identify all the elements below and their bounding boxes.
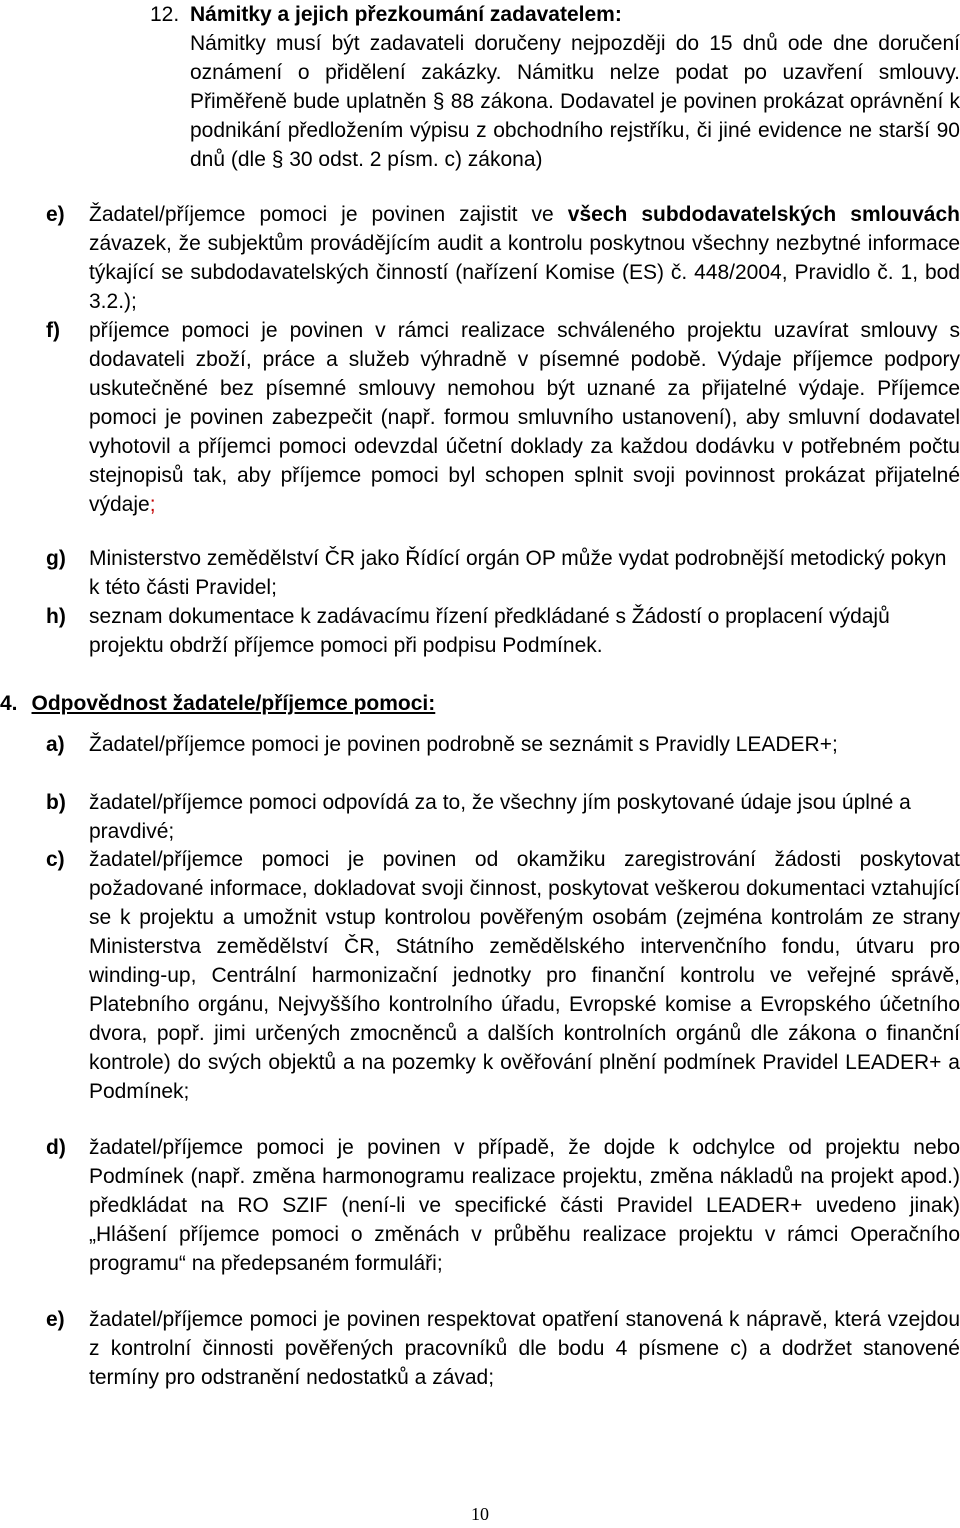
list-marker: a) [46,733,65,756]
list-item-text: Žadatel/příjemce pomoci je povinen podrobně se seznámit s Pravidly LEADER+; [89,733,838,756]
bold-text: všech subdodavatelských smlouvách [567,203,960,226]
list-item-text: žadatel/příjemce pomoci je povinen respektovat opatření stanovená k nápravě, která vzejdou z kontrolní činnosti pověřených pracovníků dle bodu 4 písmene c) a dodržet stanovené termíny pro odstranění nedostatků a závad; [89,1308,960,1389]
list-item-g [46,544,960,602]
list-marker: e) [46,203,65,226]
list-marker: d) [46,1136,66,1159]
list-item-text: žadatel/příjemce pomoci odpovídá za to, že všechny jím poskytované údaje jsou úplné a pravdivé; [89,791,911,843]
list-marker: e) [46,1308,65,1331]
red-semicolon: ; [149,493,156,516]
section-number: 4. [0,692,18,715]
section-heading [0,688,435,720]
list-item-e-2 [46,1305,960,1392]
item-12-body: Námitky musí být zadavateli doručeny nejpozději do 15 dnů ode dne doručení oznámení o přidělení zakázky. Námitku nelze podat po uzavření smlouvy. Přiměřeně bude uplatněn § 88 zákona. Dodavatel je povinen prokázat oprávnění k podnikání předložením výpisu z obchodního rejstříku, či jiné evidence ne starší 90 dnů (dle § 30 odst. 2 písm. c) zákona) [190,32,960,171]
section-title: Odpovědnost žadatele/příjemce pomoci: [31,692,436,715]
list-item-text: seznam dokumentace k zadávacímu řízení předkládané s Žádostí o proplacení výdajů projektu obdrží příjemce pomoci při podpisu Podmínek. [89,605,890,657]
list-marker: f) [46,319,60,342]
list-item-e [46,200,960,316]
item-12-title: Námitky a jejich přezkoumání zadavatelem: [190,3,622,26]
list-item-text: žadatel/příjemce pomoci je povinen od okamžiku zaregistrování žádosti poskytovat požadované informace, dokladovat svoji činnost, poskytovat veškerou dokumentaci vztahující se k projektu a umožnit vstup kontrolou pověřeným osobám (zejména kontrolám ze strany Ministerstva zemědělství ČR, Státního zemědělského intervenčního fondu, útvaru pro winding-up, Centrální harmonizační jednotky pro finanční kontrolu ve veřejné správě, Platebního orgánu, Nejvyššího kontrolního úřadu, Evropské komise a Evropského účetního dvora, popř. jimi určených zmocněnců a dalších kontrolních orgánů dle zákona o finanční kontrole) do svých objektů a na pozemky k ověřování plnění podmínek Pravidel LEADER+ a Podmínek; [89,848,960,1103]
text-segment: příjemce pomoci je povinen v rámci realizace schváleného projektu uzavírat smlouvy s dodavateli zboží, práce a služeb výhradně v písemné podobě. Výdaje příjemce podpory uskutečněné bez písemné smlouvy nemohou být uznané za přijatelné výdaje. Příjemce pomoci je povinen zabezpečit (např. formou smluvního ustanovení), aby smluvní dodavatel vyhotovil a příjemci pomoci odevzdal účetní doklady za každou dodávku v potřebném počtu stejnopisů tak, aby příjemce pomoci byl schopen splnit svoji povinnost prokázat přijatelné výdaje [89,319,960,516]
list-marker: b) [46,791,66,814]
list-marker: g) [46,547,66,570]
list-item-b [46,788,960,846]
list-item-a [46,730,960,759]
list-item-text [89,316,960,519]
page-number: 10 [471,1504,489,1524]
text-segment: Žadatel/příjemce pomoci je povinen zajistit ve [89,203,568,226]
item-12-number: 12. [150,3,180,26]
list-item-c [46,845,960,1106]
list-item-text: žadatel/příjemce pomoci je povinen v případě, že dojde k odchylce od projektu nebo Podmínek (např. změna harmonogramu realizace projektu, změna nákladů na projekt apod.) předkládat na RO SZIF (není-li ve specifické části Pravidel LEADER+ uvedeno jinak) „Hlášení příjemce pomoci o změnách v průběhu realizace projektu v rámci Operačního programu“ na předepsaném formuláři; [89,1136,960,1275]
text-segment: závazek, že subjektům provádějícím audit a kontrolu poskytnou všechny nezbytné informace týkající se subdodavatelských činností (nařízení Komise (ES) č. 448/2004, Pravidlo č. 1, bod 3.2.); [89,232,960,313]
list-marker: h) [46,605,66,628]
list-item-f [46,316,960,519]
list-item-h [46,602,960,660]
list-item-d [46,1133,960,1278]
list-item-text: Ministerstvo zemědělství ČR jako Řídící orgán OP může vydat podrobnější metodický pokyn k této části Pravidel; [89,547,947,599]
list-marker: c) [46,848,65,871]
list-item-text [89,200,960,316]
